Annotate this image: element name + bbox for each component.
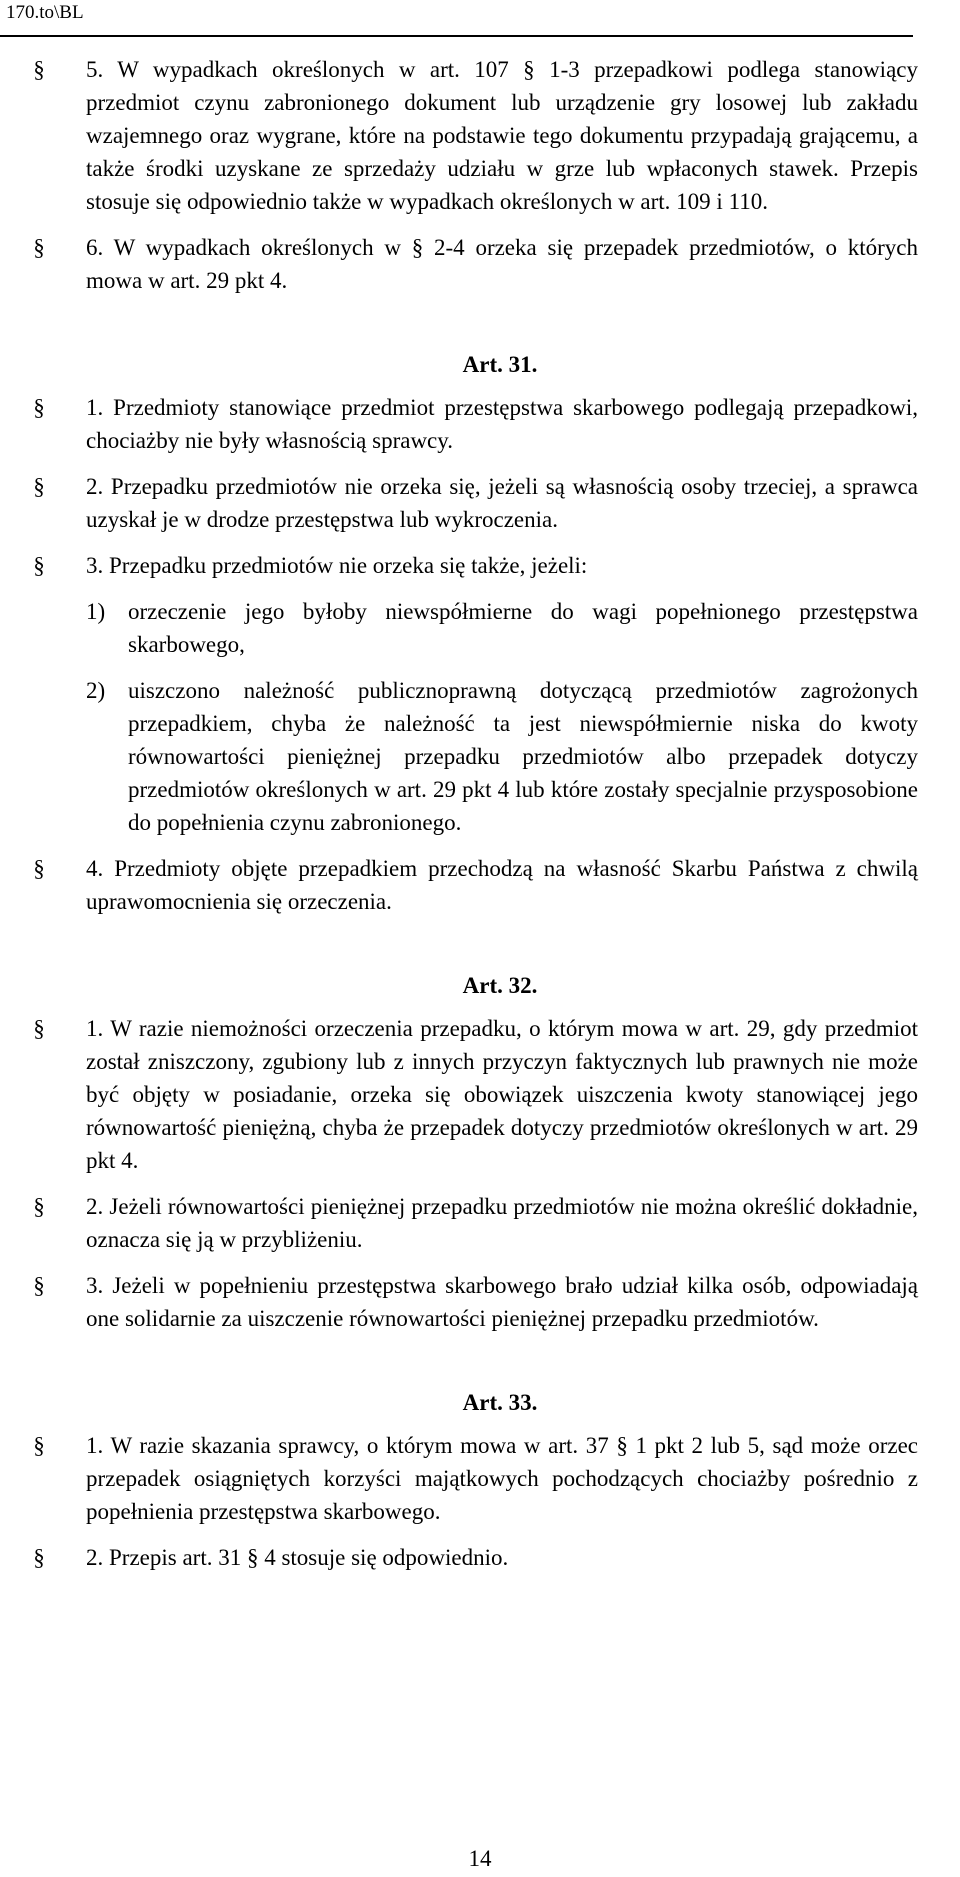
list-item-label: 1) (86, 599, 106, 624)
document-body (0, 53, 960, 1587)
paragraph-text: 4. Przedmioty objęte przepadkiem przechodzą na własność Skarbu Państwa z chwilą uprawomocnienia się orzeczenia. (86, 856, 918, 914)
paragraph-text: 2. Jeżeli równowartości pieniężnej przepadku przedmiotów nie można określić dokładnie, oznacza się ją w przybliżeniu. (86, 1194, 918, 1252)
section-symbol: § (33, 553, 45, 578)
section-symbol: § (33, 57, 45, 82)
section-paragraph (0, 1269, 960, 1335)
section-symbol: § (33, 856, 45, 881)
article-heading: Art. 32. (462, 973, 538, 998)
header-divider (0, 35, 913, 37)
list-item-text: uiszczono należność publicznoprawną dotyczącą przedmiotów zagrożonych przepadkiem, chyba że należność ta jest niewspółmiernie niska do kwoty równowartości pieniężnej przepadku przedmiotów albo przepadek dotyczy przedmiotów określonych w art. 29 pkt 4 lub które zostały specjalnie przysposobione do popełnienia czynu zabronionego. (128, 678, 918, 835)
section-paragraph (0, 391, 960, 457)
paragraph-text: 1. W razie niemożności orzeczenia przepadku, o którym mowa w art. 29, gdy przedmiot został zniszczony, zgubiony lub z innych przyczyn faktycznych lub prawnych nie może być objęty w posiadanie, orzeka się obowiązek uiszczenia kwoty stanowiącej jego równowartość pieniężną, chyba że przepadek dotyczy przedmiotów określonych w art. 29 pkt 4. (86, 1016, 918, 1173)
section-symbol: § (33, 1545, 45, 1570)
paragraph-text: 6. W wypadkach określonych w § 2-4 orzeka się przepadek przedmiotów, o których mowa w art. 29 pkt 4. (86, 235, 918, 293)
paragraph-text: 3. Przepadku przedmiotów nie orzeka się także, jeżeli: (86, 553, 588, 578)
paragraph-text: 3. Jeżeli w popełnieniu przestępstwa skarbowego brało udział kilka osób, odpowiadają one solidarnie za uiszczenie równowartości pieniężnej przepadku przedmiotów. (86, 1273, 918, 1331)
section-paragraph (0, 1012, 960, 1177)
section-symbol: § (33, 1433, 45, 1458)
list-item-text: orzeczenie jego byłoby niewspółmierne do wagi popełnionego przestępstwa skarbowego, (128, 599, 918, 657)
section-paragraph (0, 1429, 960, 1528)
section-symbol: § (33, 1016, 45, 1041)
list-item (0, 595, 960, 661)
paragraph-text: 1. W razie skazania sprawcy, o którym mowa w art. 37 § 1 pkt 2 lub 5, sąd może orzec przepadek osiągniętych korzyści majątkowych pochodzących chociażby pośrednio z popełnienia przestępstwa skarbowego. (86, 1433, 918, 1524)
section-paragraph (0, 549, 960, 582)
section-paragraph (0, 231, 960, 297)
paragraph-text: 5. W wypadkach określonych w art. 107 § 1-3 przepadkowi podlega stanowiący przedmiot czynu zabronionego dokument lub urządzenie gry losowej lub zakładu wzajemnego oraz wygrane, które na podstawie tego dokumentu przypadają grającemu, a także środki uzyskane ze sprzedaży udziału w grze lub wpłaconych stawek. Przepis stosuje się odpowiednio także w wypadkach określonych w art. 109 i 110. (86, 57, 918, 214)
page-number: 14 (468, 1846, 492, 1871)
section-symbol: § (33, 235, 45, 260)
section-symbol: § (33, 1194, 45, 1219)
section-symbol: § (33, 395, 45, 420)
article-heading: Art. 31. (462, 352, 538, 377)
section-paragraph (0, 1190, 960, 1256)
paragraph-text: 2. Przepis art. 31 § 4 stosuje się odpowiednio. (86, 1545, 509, 1570)
paragraph-text: 2. Przepadku przedmiotów nie orzeka się, jeżeli są własnością osoby trzeciej, a sprawca uzyskał je w drodze przestępstwa lub wykroczenia. (86, 474, 918, 532)
article-heading: Art. 33. (462, 1390, 538, 1415)
section-symbol: § (33, 1273, 45, 1298)
document-reference: 170.to\BL (6, 2, 84, 23)
list-item (0, 674, 960, 839)
section-paragraph (0, 470, 960, 536)
list-item-label: 2) (86, 678, 106, 703)
section-symbol: § (33, 474, 45, 499)
section-paragraph (0, 53, 960, 218)
paragraph-text: 1. Przedmioty stanowiące przedmiot przestępstwa skarbowego podlegają przepadkowi, chociażby nie były własnością sprawcy. (86, 395, 918, 453)
section-paragraph (0, 852, 960, 918)
section-paragraph (0, 1541, 960, 1574)
